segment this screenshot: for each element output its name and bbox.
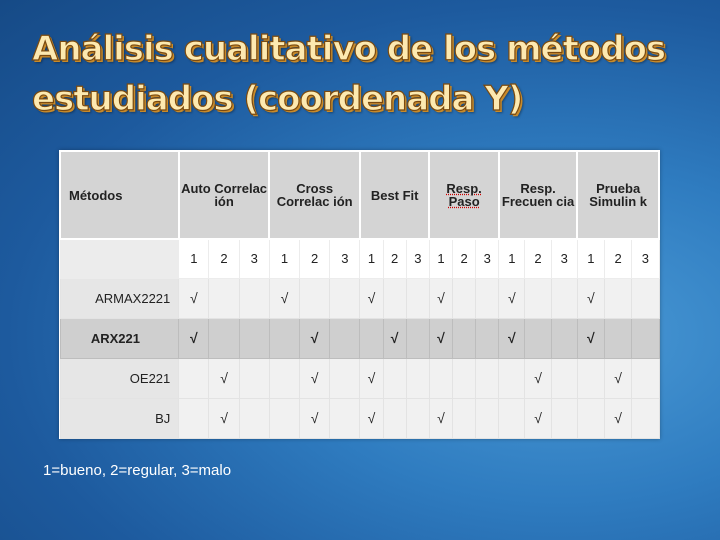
header-row	[60, 151, 659, 239]
check-cell	[239, 278, 269, 318]
check-cell	[525, 318, 551, 358]
table-row	[60, 358, 659, 398]
rating-number: 2	[453, 239, 476, 278]
check-cell	[239, 358, 269, 398]
header-cross-correlacion: Cross Correlac ión	[269, 151, 360, 239]
rating-number: 1	[360, 239, 383, 278]
check-cell: √	[269, 278, 299, 318]
check-cell	[383, 358, 406, 398]
rating-number: 3	[551, 239, 577, 278]
check-cell: √	[179, 278, 209, 318]
check-cell	[269, 318, 299, 358]
rating-number: 2	[300, 239, 330, 278]
check-cell	[499, 398, 525, 438]
check-cell: √	[525, 358, 551, 398]
check-cell	[269, 358, 299, 398]
check-cell	[406, 398, 429, 438]
check-cell: √	[383, 318, 406, 358]
check-cell	[429, 358, 452, 398]
rating-number: 1	[429, 239, 452, 278]
check-cell: √	[499, 278, 525, 318]
check-cell	[551, 318, 577, 358]
check-cell	[330, 358, 360, 398]
results-table-container	[59, 150, 660, 439]
check-cell: √	[209, 398, 239, 438]
check-cell	[632, 278, 659, 318]
check-cell	[525, 278, 551, 318]
check-cell: √	[499, 318, 525, 358]
check-cell	[300, 278, 330, 318]
check-cell	[551, 398, 577, 438]
rating-number-row	[60, 239, 659, 278]
check-cell	[179, 398, 209, 438]
check-cell	[209, 318, 239, 358]
title-line-2: estudiados (coordenada Y)	[32, 79, 523, 119]
check-cell	[632, 318, 659, 358]
check-cell	[632, 358, 659, 398]
check-cell: √	[360, 398, 383, 438]
rating-number: 2	[604, 239, 631, 278]
header-best-fit: Best Fit	[360, 151, 429, 239]
check-cell: √	[300, 358, 330, 398]
check-cell: √	[300, 398, 330, 438]
check-cell	[476, 358, 499, 398]
method-name: ARX221	[60, 318, 179, 358]
rating-number: 2	[209, 239, 239, 278]
check-cell	[551, 358, 577, 398]
rating-number: 3	[476, 239, 499, 278]
header-resp-frecuencia: Resp. Frecuen cia	[499, 151, 578, 239]
header-auto-correlacion: Auto Correlac ión	[179, 151, 270, 239]
header-resp-paso: Resp. Paso	[429, 151, 498, 239]
check-cell	[383, 398, 406, 438]
rating-number-blank	[60, 239, 179, 278]
check-cell: √	[300, 318, 330, 358]
rating-number: 3	[330, 239, 360, 278]
check-cell	[330, 318, 360, 358]
rating-number: 3	[239, 239, 269, 278]
check-cell: √	[429, 398, 452, 438]
header-prueba-simulink: Prueba Simulin k	[577, 151, 659, 239]
rating-number: 3	[632, 239, 659, 278]
check-cell	[453, 398, 476, 438]
rating-number: 2	[383, 239, 406, 278]
check-cell: √	[577, 318, 604, 358]
check-cell	[406, 318, 429, 358]
check-cell: √	[360, 358, 383, 398]
check-cell	[453, 358, 476, 398]
header-metodos: Métodos	[60, 151, 179, 239]
rating-number: 1	[577, 239, 604, 278]
rating-number: 1	[499, 239, 525, 278]
rating-number: 1	[179, 239, 209, 278]
check-cell	[360, 318, 383, 358]
check-cell	[476, 318, 499, 358]
check-cell: √	[604, 398, 631, 438]
slide-title	[32, 24, 712, 124]
check-cell	[269, 398, 299, 438]
check-cell	[239, 318, 269, 358]
check-cell: √	[360, 278, 383, 318]
check-cell	[406, 278, 429, 318]
check-cell	[476, 278, 499, 318]
check-cell	[406, 358, 429, 398]
check-cell: √	[577, 278, 604, 318]
check-cell	[632, 398, 659, 438]
check-cell	[499, 358, 525, 398]
check-cell	[604, 318, 631, 358]
check-cell	[383, 278, 406, 318]
check-cell	[209, 278, 239, 318]
check-cell	[551, 278, 577, 318]
check-cell: √	[429, 318, 452, 358]
check-cell	[577, 358, 604, 398]
results-table	[59, 150, 660, 439]
check-cell	[330, 398, 360, 438]
check-cell	[239, 398, 269, 438]
check-cell	[453, 318, 476, 358]
title-line-1: Análisis cualitativo de los métodos	[32, 29, 666, 69]
check-cell: √	[429, 278, 452, 318]
check-cell	[179, 358, 209, 398]
check-cell: √	[179, 318, 209, 358]
check-cell	[453, 278, 476, 318]
table-row	[60, 318, 659, 358]
method-name: ARMAX2221	[60, 278, 179, 318]
method-name: OE221	[60, 358, 179, 398]
method-name: BJ	[60, 398, 179, 438]
table-row	[60, 398, 659, 438]
check-cell: √	[604, 358, 631, 398]
table-row	[60, 278, 659, 318]
check-cell	[604, 278, 631, 318]
rating-number: 2	[525, 239, 551, 278]
check-cell	[330, 278, 360, 318]
rating-legend: 1=bueno, 2=regular, 3=malo	[43, 462, 232, 479]
rating-number: 1	[269, 239, 299, 278]
rating-number: 3	[406, 239, 429, 278]
check-cell: √	[525, 398, 551, 438]
check-cell: √	[209, 358, 239, 398]
check-cell	[476, 398, 499, 438]
check-cell	[577, 398, 604, 438]
